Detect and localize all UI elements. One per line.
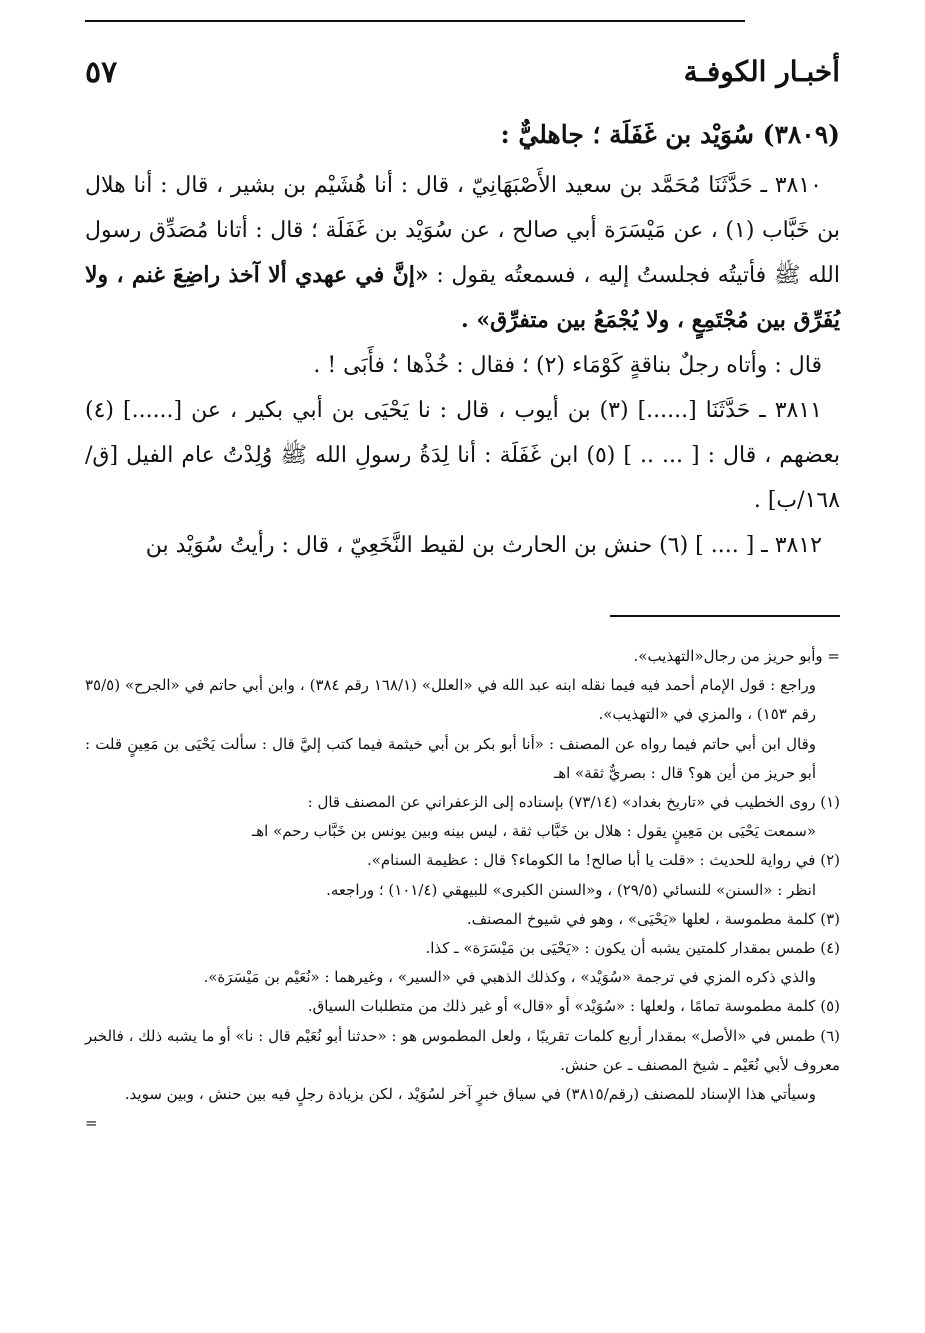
footnote-separator xyxy=(610,615,840,617)
hadith-3811: ٣٨١١ ـ حَدَّثَنَا [......] (٣) بن أيوب ، قال : نا يَحْيَى بن أبي بكير ، عن [......] (٤) بعضهم ، قال : [ ... .. ] (٥) ابن غَفَلَة : أنا لِدَةُ رسولِ الله ﷺ وُلِدْتُ عام الفيل [ق/١٦٨/ب] . xyxy=(85,398,840,513)
hadith-3812: ٣٨١٢ ـ [ .... ] (٦) حنش بن الحارث بن لقيط النَّخَعِيّ ، قال : رأيتُ سُوَيْد بن xyxy=(145,533,822,558)
footnote-6-note: وسيأتي هذا الإسناد للمصنف (رقم/٣٨١٥) في سياق خبرٍ آخر لسُوَيْد ، لكن بزيادة رجلٍ فيه بين حنش ، وبين سويد. xyxy=(124,1085,816,1104)
footnote-6: (٦) طمس في «الأصل» بمقدار أربع كلمات تقريبًا ، ولعل المطموس هو : «حدثنا أبو نُعَيْم قال : نا» أو ما يشبه ذلك ، فالخبر معروف لأبي نُعَيْم ـ شيخ المصنف ـ عن حنش. xyxy=(85,1026,840,1074)
running-title: أخبـار الكوفـة xyxy=(683,55,840,88)
footnote-4: (٤) طمس بمقدار كلمتين يشبه أن يكون : «يَحْيَى بن مَيْسَرَة» ـ كذا. xyxy=(425,939,840,958)
hadith-3810-quote: «إنَّ في عهدي ألا آخذ راضِعَ غنم ، ولا يُفَرِّق بين مُجْتَمِعٍ ، ولا يُجْمَعُ بين متفرِّق» . xyxy=(85,262,840,333)
footnote-2: (٢) في رواية للحديث : «قلت يا أبا صالح! ما الكوماء؟ قال : عظيمة السنام». xyxy=(366,851,840,870)
footnote-1: (١) روى الخطيب في «تاريخ بغداد» (٧٣/١٤) بإسناده إلى الزعفراني عن المصنف قال : xyxy=(307,793,840,812)
hadith-3810-continuation: قال : وأتاه رجلٌ بناقةٍ كَوْمَاء (٢) ؛ فقال : خُذْها ؛ فأَبَى ! . xyxy=(313,353,822,378)
footnote-continuation: وراجع : قول الإمام أحمد فيه فيما نقله ابنه عبد الله في «العلل» (١٦٨/١ رقم ٣٨٤) ، وابن أبي حاتم في «الجرح» (٣٥/٥ رقم ١٥٣) ، والمزي في «التهذيب». xyxy=(85,676,816,724)
continuation-mark: = xyxy=(85,1114,98,1133)
hadith-3810 xyxy=(85,163,840,343)
hadith-3810-isnad: ٣٨١٠ ـ حَدَّثَنَا مُحَمَّد بن سعيد الأَصْبَهَانِيّ ، قال : أنا هُشَيْم بن بشير ، قال : أنا هلال بن خَبَّاب (١) ، عن مَيْسَرَة أبي صالح ، عن سُوَيْد بن غَفَلَة ؛ قال : أتانا مُصَدِّق رسول الله ﷺ فأتيتُه فجلستُ إليه ، فسمعتُه يقول : xyxy=(85,173,841,288)
footnote-4-note: والذي ذكره المزي في ترجمة «سُوَيْد» ، وكذلك الذهبي في «السير» ، وغيرهما : «نُعَيْم بن مَيْسَرَة». xyxy=(203,968,816,987)
footnote-1-quote: «سمعت يَحْيَى بن مَعِينٍ يقول : هلال بن خَبَّاب ثقة ، ليس بينه وبين يونس بن خَبَّاب رحم» اهـ xyxy=(251,822,816,841)
footnotes xyxy=(85,642,840,1138)
page-number: ٥٧ xyxy=(85,55,118,90)
header-rule xyxy=(85,20,745,22)
main-text xyxy=(85,112,840,568)
footnote-3: (٣) كلمة مطموسة ، لعلها «يَحْيَى» ، وهو في شيوخ المصنف. xyxy=(466,909,840,928)
page-header xyxy=(85,55,840,95)
footnote-continuation: وقال ابن أبي حاتم فيما رواه عن المصنف : «أنا أبو بكر بن أبي خيثمة فيما كتب إليَّ قال : سألت يَحْيَى بن مَعِينٍ قلت : أبو حريز من أين هو؟ قال : بصريٌّ ثقة» اهـ xyxy=(85,734,816,782)
footnote-2-ref: انظر : «السنن» للنسائي (٢٩/٥) ، و«السنن الكبرى» للبيهقي (١٠١/٤) ؛ وراجعه. xyxy=(326,880,816,899)
footnote-continuation: = وأبو حريز من رجال«التهذيب». xyxy=(633,647,840,665)
entry-heading: (٣٨٠٩) سُوَيْد بن غَفَلَة ؛ جاهليٌّ : xyxy=(500,120,840,149)
footnote-5: (٥) كلمة مطموسة تمامًا ، ولعلها : «سُوَيْد» أو «قال» أو غير ذلك من متطلبات السياق. xyxy=(307,997,840,1016)
